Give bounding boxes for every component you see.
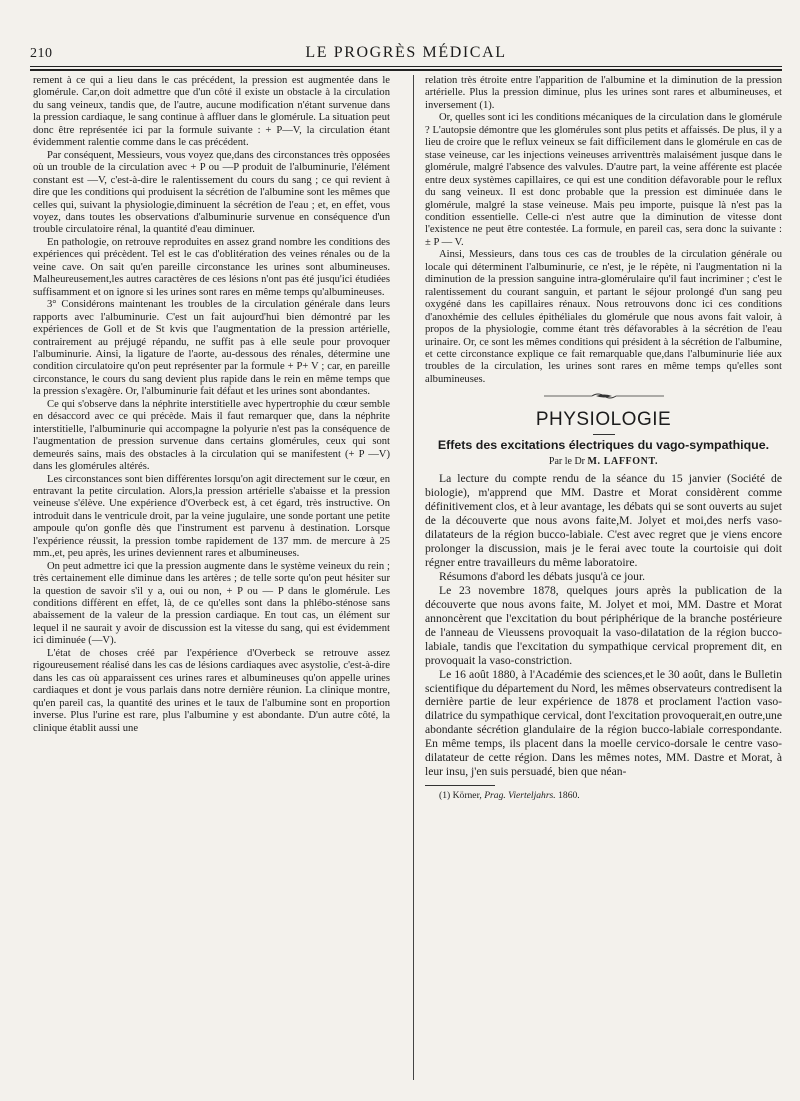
paragraph: Le 23 novembre 1878, quelques jours après la publication de la découverte que nous avons faite, M. Jolyet et moi, MM. Dastre et Morat annoncèrent que l'excitation du bout périphérique de la branche postérieure de l'anneau de Vieussens provoquait la vaso-dilatation de la région bucco-labiale, tandis que l'excitation du sympathique cervical proprement dit, en provoquait la vaso-constriction. <box>425 583 782 667</box>
paragraph: Le 16 août 1880, à l'Académie des sciences,et le 30 août, dans le Bulletin scientifique du département du Nord, les mêmes observateurs contredisent la dernière partie de leur expérience de 1878 et proclament l'action vaso-dilatrice du sympathique cervical, dont l'excitation provoquerait,en outre,une abondante sécrétion glandulaire de la région bucco-labiale correspondante. En même temps, ils placent dans la moelle cervico-dorsale le centre vaso-dilatateur de cette région. Dans les mêmes notes, MM. Dastre et Morat, à leur insu, j'en suis persuadé, bien que néan- <box>425 667 782 779</box>
footnote-marker: (1) <box>439 790 451 802</box>
left-column <box>33 75 390 1080</box>
header-rule <box>30 66 782 67</box>
footnote <box>425 790 782 802</box>
column-divider <box>413 75 414 1080</box>
short-rule <box>593 434 615 435</box>
journal-title: LE PROGRÈS MÉDICAL <box>305 44 507 61</box>
footnote-rule <box>425 785 495 786</box>
paragraph: Ce qui s'observe dans la néphrite interstitielle avec hypertrophie du cœur semble en désaccord avec ce qui précède. Mais il faut remarquer que, dans la néphrite interstitielle, l'albuminurie qui accompagne la polyurie n'est pas la conséquence de l'augmentation de pression survenue dans certains glomérules, ceux qui sont demeurés sains, mais des obstacles à la circulation qui se manifestent (+ P —V) dans les glomérules altérés. <box>33 398 390 473</box>
paragraph: Résumons d'abord les débats jusqu'à ce jour. <box>439 569 646 583</box>
byline <box>425 456 782 468</box>
paragraph: En pathologie, on retrouve reproduites en assez grand nombre les conditions des expériences qui précèdent. Tel est le cas d'oblitération des veines rénales ou de la veine cave. On sait qu'en pareille circonstance les urines sont albumineuses. Malheureusement,les autres caractères de ces lésions n'ont pas été jusqu'ici étudiées suffisamment et on ignore si les urines sont rares en même temps qu'albumineuses. <box>33 236 390 298</box>
paragraph: Or, quelles sont ici les conditions mécaniques de la circulation dans le glomérule ? L'autopsie démontre que les glomérules sont plus petits et affaissés. De plus, il y a lieu de croire que le reflux veineux se fait difficilement dans le glomérule en cas de stase veineuse, car les injections veineuses arriventtrès malaisément jusque dans le glomérule, malgré l'absence des valvules. D'autre part, la veine afférente est placée entre deux systèmes capillaires, ce qui est une condition défavorable pour le reflux du sang veineux. Il est donc probable que la pression est diminuée dans le glomérule, malgré la stase veineuse. Mais peu importe, puisque là n'est pas la condition essentielle. Celle-ci n'est autre que la diminution de vitesse dont l'existence ne peut être contestée. La formule, en pareil cas, sera donc la suivante : ± P — V. <box>425 112 782 248</box>
paragraph: 3° Considérons maintenant les troubles de la circulation générale dans leurs rapports avec l'albuminurie. C'est un fait aujourd'hui bien démontré par les expériences de Goll et de St kvis que l'augmentation de la pression artérielle, contrairement au préjugé répandu, ne suffit pas à elle seule pour provoquer l'albuminurie. Ainsi, la ligature de l'aorte, au-dessous des rénales, détermine une condition circulatoire qu'on peut représenter par la formule + P+ V ; car, en pareille circonstance, le cours du sang devient plus rapide dans le rein en même temps que la pression s'exagère. Or, l'albuminurie fait défaut et les urines sont abondantes. <box>33 299 390 398</box>
footnote-year: 1860. <box>558 790 580 802</box>
right-column <box>425 75 782 1080</box>
paragraph: rement à ce qui a lieu dans le cas précédent, la pression est augmentée dans le glomérule. Car,on doit admettre que d'un côté il existe un obstacle à la circulation du sang veineux, tandis que, de l'autre, aucune modification n'étant survenue dans la pression cardiaque, le sang continue à affluer dans le glomérule. La situation peut donc être représentée ici par la formule suivante : + P—V, la circulation étant évidemment ralentie comme dans le cas précédent. <box>33 75 390 149</box>
paragraph: relation très étroite entre l'apparition de l'albumine et la diminution de la pression artérielle. Plus la pression diminue, plus les urines sont rares et albumineuses, et inversement (1). <box>425 75 782 111</box>
page-number: 210 <box>30 46 53 61</box>
section-heading: PHYSIOLOGIE <box>535 408 672 430</box>
paragraph: Ainsi, Messieurs, dans tous ces cas de troubles de la circulation générale ou locale qui déterminent l'albuminurie, ce n'est, je le répète, ni l'augmentation ni la diminution de la pression sanguine intra-glomérulaire qu'il faut incriminer ; c'est le ralentissement du courant sanguin, et partant le séjour prolongé d'un sang peu oxygéné dans les capillaires rénaux. Nous retrouvons donc ici ces conditions d'anoxhémie des cellules épithéliales du glomérule que nous avons fait valoir, à propos de la physiologie, comme étant très défavorables à la sécrétion de l'eau urinaire. Or, ce sont les mêmes conditions qui président à la sécrétion de l'albumine, et cette circonstance explique ce fait remarquable que,dans l'albuminurie liée aux troubles de la circulation, les urines sont rares en même temps qu'elles sont albumineuses. <box>425 249 782 385</box>
byline-author: M. LAFFONT. <box>587 455 659 467</box>
ornament-divider <box>425 392 782 404</box>
article-body <box>425 472 782 779</box>
paragraph: L'état de choses créé par l'expérience d'Overbeck se retrouve assez rigoureusement réalisé dans les cas de lésions cardiaques avec asystolie, c'est-à-dire dans les cas où apparaissent ces urines rares et albumineuses qu'on appelle urines cardiaques et dont je vous parlais dans notre dernière réunion. La clinique montre, qu'en pareil cas, la quantité des urines et le taux de l'albumine sont en proportion inverse. Plus l'urine est rare, plus l'albumine y est abondante. D'un autre côté, la clinique établit aussi une <box>33 647 390 734</box>
paragraph: Les circonstances sont bien différentes lorsqu'on agit directement sur le cœur, en entravant la petite circulation. Alors,la pression artérielle s'abaisse et la pression veineuse s'élève. Une expérience d'Overbeck est, à cet égard, très instructive. On introduit dans le ventricule droit, par la veine jugulaire, une sonde portant une petite ampoule qu'on gonfle dès que l'instrument est parvenu à destination. Lorsque l'expérience réussit, la pression tombe rapidement de 137 mm. de mercure à 25 mm.,et, peu après, les urines deviennent rares et albumineuses. <box>33 473 390 560</box>
footnote-source: Prag. Vierteljahrs. <box>484 790 556 802</box>
byline-prefix: Par le Dr <box>548 455 586 467</box>
ornament-flourish-icon <box>544 392 664 400</box>
footnote-author: Körner, <box>452 790 482 802</box>
page-header <box>30 44 782 64</box>
header-double-rule <box>30 69 782 71</box>
paragraph: Par conséquent, Messieurs, vous voyez que,dans des circonstances très opposées où un trouble de la circulation avec + P ou —P produit de l'albuminurie, l'élément constant est —V, c'est-à-dire le ralentissement du cours du sang ; ce qui revient à dire que les conditions qui produisent la sécrétion de l'albumine sont les mêmes que celles qui, suivant la physiologie,diminuent la sécrétion de l'eau ; et, en effet, vous voyez, dans toutes les observations d'albuminurie survenue en conséquence d'un trouble circulatoire rénal, la quantité d'eau diminuer. <box>33 149 390 236</box>
paragraph: La lecture du compte rendu de la séance du 15 janvier (Société de biologie), m'apprend que MM. Dastre et Morat considèrent comme définitivement clos, et à leur avantage, les débats qui se sont ouverts au sujet de la découverte que nous avons faite,M. Jolyet et moi,des nerfs vaso-dilatateurs de la région bucco-labiale. C'est avec regret que je viens encore prolonger la discussion, mais je le ferai avec toute la courtoisie qui doit régner entre travailleurs du même laboratoire. <box>425 472 782 569</box>
paragraph: On peut admettre ici que la pression augmente dans le système veineux du rein ; très certainement elle diminue dans les artères ; de telle sorte qu'on peut hésiter sur la question de savoir s'il y a, oui ou non, + P ou — P dans le glomérule. Les conditions diffèrent en effet, là, de ce qu'elles sont dans la phlébo-sténose sans abaissement de la valeur de la pression cardiaque. En tout cas, un élément sur lequel il ne saurait y avoir de discussion est la vitesse du sang, qui est évidemment ici diminuée (—V). <box>33 560 390 647</box>
article-title: Effets des excitations électriques du vago-sympathique. <box>437 437 770 452</box>
